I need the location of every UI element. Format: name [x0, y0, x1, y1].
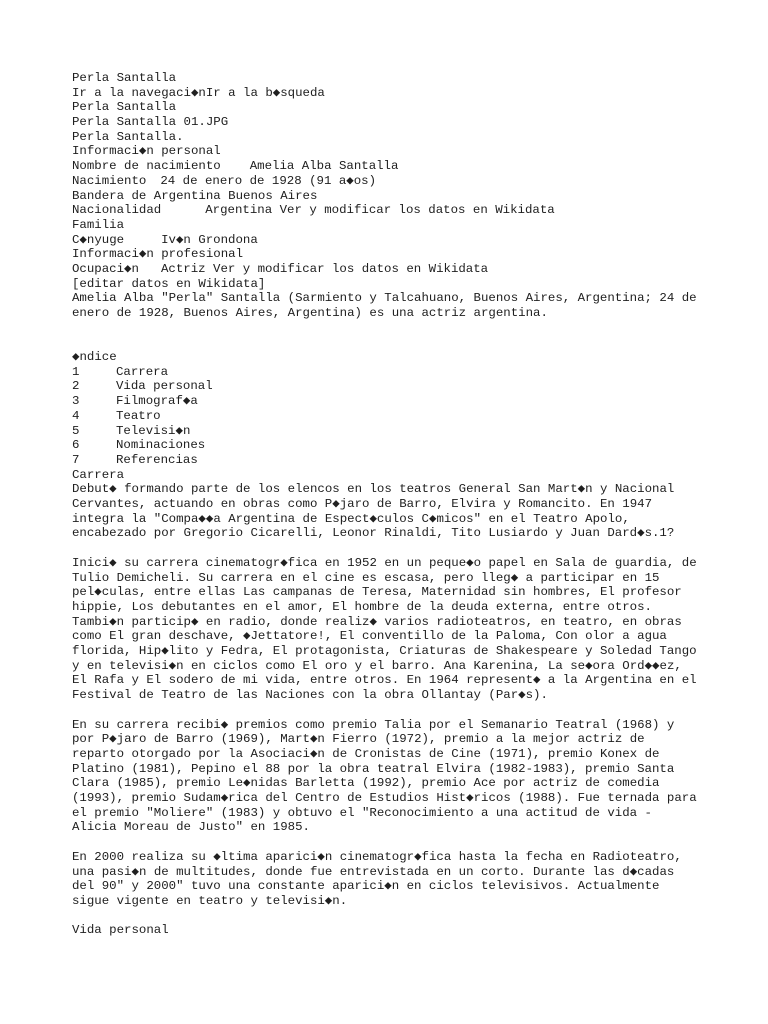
- toc-item-label[interactable]: Filmograf◆a: [116, 394, 198, 409]
- birth-label: Nacimiento: [72, 173, 147, 188]
- toc-item-number: 3: [72, 394, 80, 409]
- career-heading: Carrera: [72, 467, 125, 482]
- page-title: Perla Santalla: [72, 71, 177, 85]
- toc-item-number: 4: [72, 408, 80, 423]
- image-caption: Perla Santalla.: [72, 129, 184, 144]
- spouse-value[interactable]: Iv◆n Grondona: [161, 232, 258, 247]
- toc-item[interactable]: [72, 394, 702, 409]
- infobox-professional-heading: Informaci◆n profesional: [72, 247, 244, 262]
- edit-wikidata-link[interactable]: [editar datos en Wikidata]: [72, 276, 266, 291]
- toc-item-label[interactable]: Referencias: [116, 452, 198, 467]
- toc-item-label[interactable]: Teatro: [116, 408, 161, 423]
- spouse-label: C◆nyuge: [72, 232, 125, 247]
- toc-list: [72, 365, 702, 468]
- document-body: [72, 71, 702, 938]
- personal-life-heading: Vida personal: [72, 923, 169, 938]
- navigation-links[interactable]: Ir a la navegaci◆nIr a la b◆squeda: [72, 85, 325, 100]
- toc-item-label[interactable]: Nominaciones: [116, 438, 206, 453]
- toc-item[interactable]: [72, 438, 702, 453]
- career-paragraph-3: En su carrera recibi◆ premios como premio Talia por el Semanario Teatral (1968) y por P◆jaro de Barro (1969), Mart◆n Fierro (1972), premio a la mejor actriz de reparto otorgado por la Asociaci◆n de Cronistas de Cine (1971), premio Konex de Platino (1981), Pepino el 88 por la obra teatral Elvira (1982-1983), premio Santa Clara (1985), premio Le◆nidas Barletta (1992), premio Ace por actriz de comedia (1993), premio Sudam◆rica del Centro de Estudios Hist◆ricos (1988). Fue ternada para el premio "Moliere" (1983) y obtuvo el "Reconocimiento a una actitud de vida - Alicia Moreau de Justo" en 1985.: [72, 717, 697, 835]
- toc-item-number: 7: [72, 452, 80, 467]
- career-paragraph-1: Debut◆ formando parte de los elencos en los teatros General San Mart◆n y Nacional Cervantes, actuando en obras como P◆jaro de Barro, Elvira y Romancito. En 1947 integra la "Compa◆◆a Argentina de Espect◆culos C◆micos" en el Teatro Apolo, encabezado por Gregorio Cicarelli, Leonor Rinaldi, Tito Lusiardo y Juan Dard◆s.1?: [72, 482, 675, 541]
- intro-paragraph: Amelia Alba "Perla" Santalla (Sarmiento y Talcahuano, Buenos Aires, Argentina; 24 de enero de 1928, Buenos Aires, Argentina) es una actriz argentina.: [72, 291, 697, 321]
- infobox-spouse-row: [72, 233, 702, 248]
- toc-item-label[interactable]: Vida personal: [116, 379, 213, 394]
- infobox-personal-heading: Informaci◆n personal: [72, 144, 221, 159]
- toc-item-number: 6: [72, 438, 80, 453]
- image-filename[interactable]: Perla Santalla 01.JPG: [72, 115, 229, 130]
- career-paragraph-4: En 2000 realiza su ◆ltima aparici◆n cinematogr◆fica hasta la fecha en Radioteatro, una pasi◆n de multitudes, donde fue entrevistada en un corto. Durante las d◆cadas del 90" y 2000" tuvo una constante aparici◆n en ciclos televisivos. Actualmente sigue vigente en teatro y televisi◆n.: [72, 849, 682, 908]
- infobox-birth-row: [72, 174, 702, 189]
- flag-place: Bandera de Argentina Buenos Aires: [72, 188, 318, 203]
- article-title: Perla Santalla: [72, 100, 177, 115]
- toc-item-number: 1: [72, 364, 80, 379]
- birth-value: 24 de enero de 1928 (91 a◆os): [160, 173, 377, 188]
- toc-item[interactable]: [72, 409, 702, 424]
- infobox-family-heading: Familia: [72, 217, 125, 232]
- toc-item[interactable]: [72, 379, 702, 394]
- toc-item-label[interactable]: Carrera: [116, 364, 169, 379]
- occupation-value[interactable]: Actriz Ver y modificar los datos en Wikidata: [160, 261, 489, 276]
- toc-item[interactable]: [72, 453, 702, 468]
- infobox-nationality-row: [72, 203, 702, 218]
- career-paragraph-2: Inici◆ su carrera cinematogr◆fica en 1952 en un peque◆o papel en Sala de guardia, de Tulio Demicheli. Su carrera en el cine es escasa, pero lleg◆ a participar en 15 pel◆culas, entre ellas Las campanas de Teresa, Maternidad sin hombres, El profesor hippie, Los debutantes en el amor, El hombre de la deuda externa, entre otros. Tambi◆n particip◆ en radio, donde realiz◆ varios radioteatros, en teatro, en obras como El gran deschave, ◆Jettatore!, El conventillo de la Paloma, Con olor a agua florida, Hip◆lito y Fedra, El protagonista, Criaturas de Shakespeare y Soledad Tango y en televisi◆n en ciclos como El oro y el barro. Ana Karenina, La se◆ora Ord◆◆ez, El Rafa y El sodero de mi vida, entre otros. En 1964 represent◆ a la Argentina en el Festival de Teatro de las Naciones con la obra Ollantay (Par◆s).: [72, 555, 697, 703]
- nationality-label: Nacionalidad: [72, 203, 162, 218]
- infobox-birth-name-row: [72, 159, 702, 174]
- birth-name-value: Amelia Alba Santalla: [249, 159, 399, 174]
- toc-item[interactable]: [72, 424, 702, 439]
- infobox-occupation-row: [72, 262, 702, 277]
- occupation-label: Ocupaci◆n: [72, 261, 139, 276]
- toc-item[interactable]: [72, 365, 702, 380]
- toc-item-number: 2: [72, 379, 80, 394]
- toc-item-label[interactable]: Televisi◆n: [116, 423, 191, 438]
- toc-item-number: 5: [72, 423, 80, 438]
- toc-title: ◆ndice: [72, 350, 117, 365]
- nationality-value[interactable]: Argentina Ver y modificar los datos en Wikidata: [205, 203, 555, 218]
- birth-name-label: Nombre de nacimiento: [72, 159, 221, 174]
